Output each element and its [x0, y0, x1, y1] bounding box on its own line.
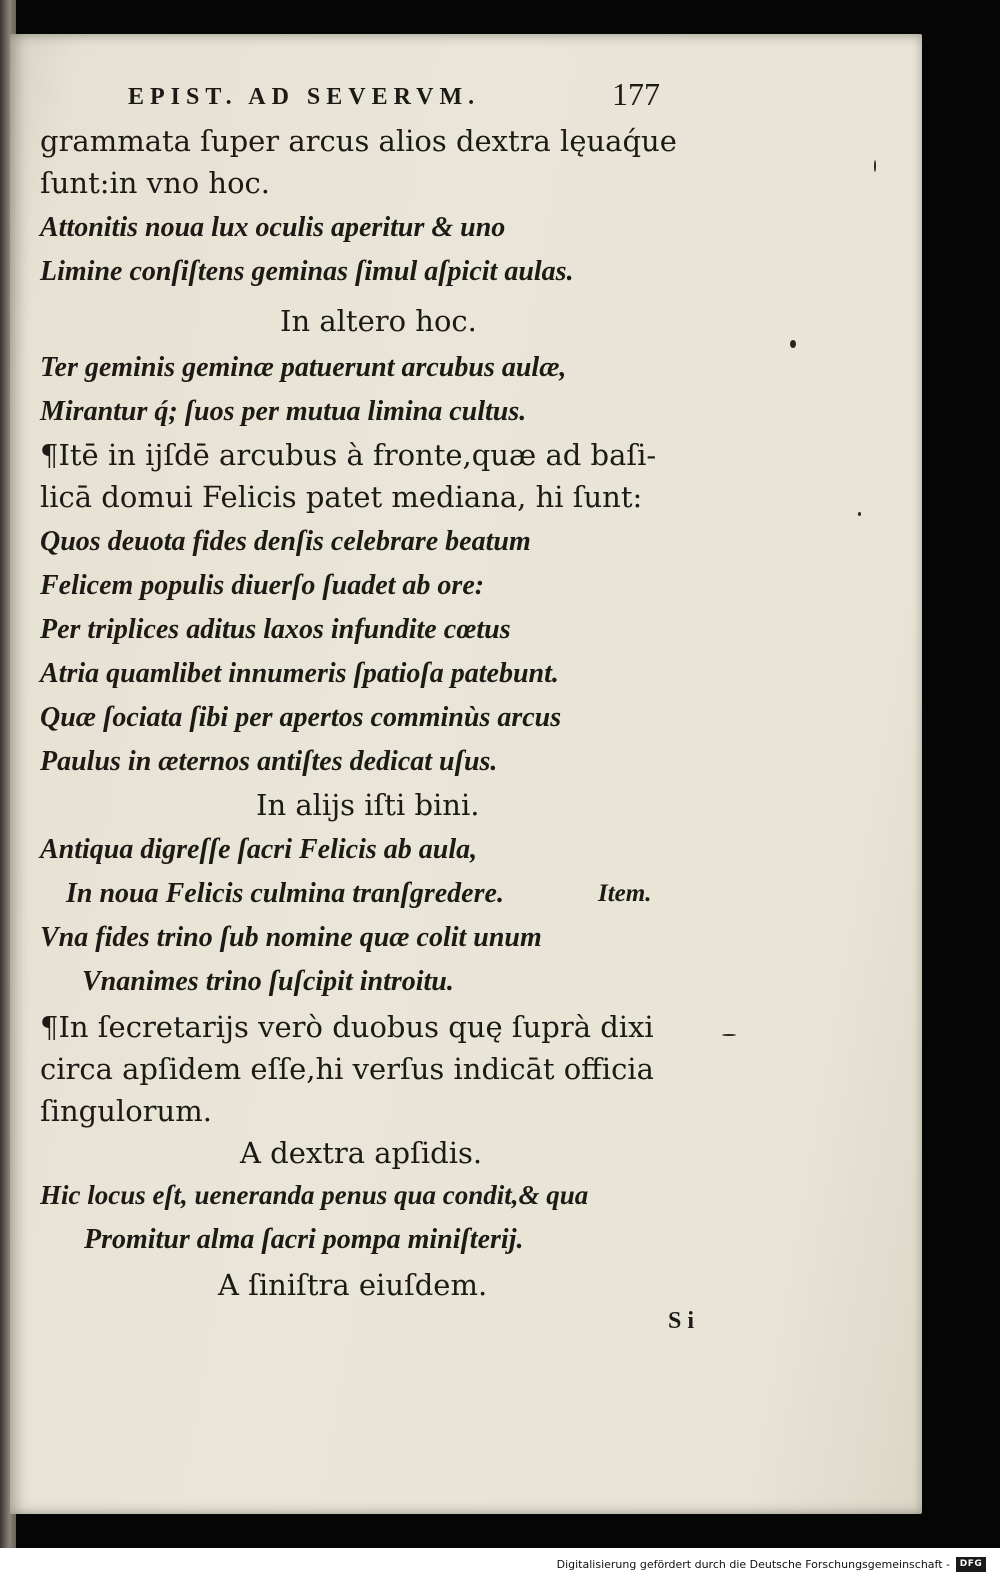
- verse-line: Limine conſiſtens geminas ſimul aſpicit aulas.: [40, 256, 574, 287]
- paper-speck: [874, 160, 876, 172]
- verse-line: Atria quamlibet innumeris ſpatioſa patebunt.: [40, 658, 559, 689]
- signature-mark: S i: [668, 1308, 695, 1334]
- text-line: ¶Itē in ijſdē arcubus à fronte,quæ ad baſi-: [40, 438, 657, 472]
- verse-line: Vnanimes trino ſuſcipit introitu.: [82, 966, 454, 997]
- verse-line: Attonitis noua lux oculis aperitur & uno: [40, 212, 506, 243]
- section-heading: A ſiniſtra eiuſdem.: [218, 1268, 488, 1302]
- paper-speck: [722, 1034, 736, 1036]
- section-heading: In altero hoc.: [280, 304, 477, 338]
- section-heading: In alijs iſti bini.: [256, 788, 480, 822]
- verse-line: Antiqua digreſſe ſacri Felicis ab aula,: [40, 834, 478, 865]
- text-line: ſunt:in vno hoc.: [40, 166, 271, 200]
- dfg-logo: DFG: [956, 1557, 986, 1572]
- text-line: circa apſidem eſſe,hi verſus indicāt officia: [40, 1052, 654, 1086]
- verse-line: Mirantur q́; ſuos per mutua limina cultus.: [40, 396, 527, 427]
- running-head: EPIST. AD SEVERVM.: [128, 84, 481, 110]
- verse-line: Promitur alma ſacri pompa miniſterij.: [84, 1224, 524, 1255]
- verse-line: Vna fides trino ſub nomine quæ colit unum: [40, 922, 542, 953]
- text-line: ¶In ſecretarijs verò duobus quę ſuprà dixi: [40, 1010, 654, 1044]
- item-label: Item.: [598, 880, 652, 907]
- funding-notice: Digitalisierung gefördert durch die Deutsche Forschungsgemeinschaft -: [556, 1558, 950, 1571]
- verse-line: Quæ ſociata ſibi per apertos comminùs arcus: [40, 702, 562, 733]
- section-heading: A dextra apſidis.: [240, 1136, 483, 1170]
- page-number: 177: [612, 76, 660, 112]
- verse-line: Felicem populis diuerſo ſuadet ab ore:: [40, 570, 485, 601]
- verse-line: Per triplices aditus laxos infundite cœtus: [40, 614, 511, 645]
- text-line: licā domui Felicis patet mediana, hi ſunt:: [40, 480, 643, 514]
- paper-speck: [858, 512, 861, 516]
- verse-line: Quos deuota fides denſis celebrare beatum: [40, 526, 531, 557]
- verse-line: Hic locus eſt, ueneranda penus qua condit,& qua: [40, 1180, 589, 1210]
- text-line: ſingulorum.: [40, 1094, 212, 1128]
- verse-line: In noua Felicis culmina tranſgredere.: [66, 878, 504, 909]
- verse-line: Ter geminis geminæ patuerunt arcubus aulæ,: [40, 352, 567, 383]
- footer-bar: [0, 1548, 1000, 1584]
- paper-speck: [790, 340, 796, 348]
- text-line: grammata ſuper arcus alios dextra lęuaq́ue: [40, 124, 677, 158]
- verse-line: Paulus in æternos antiſtes dedicat uſus.: [40, 746, 498, 777]
